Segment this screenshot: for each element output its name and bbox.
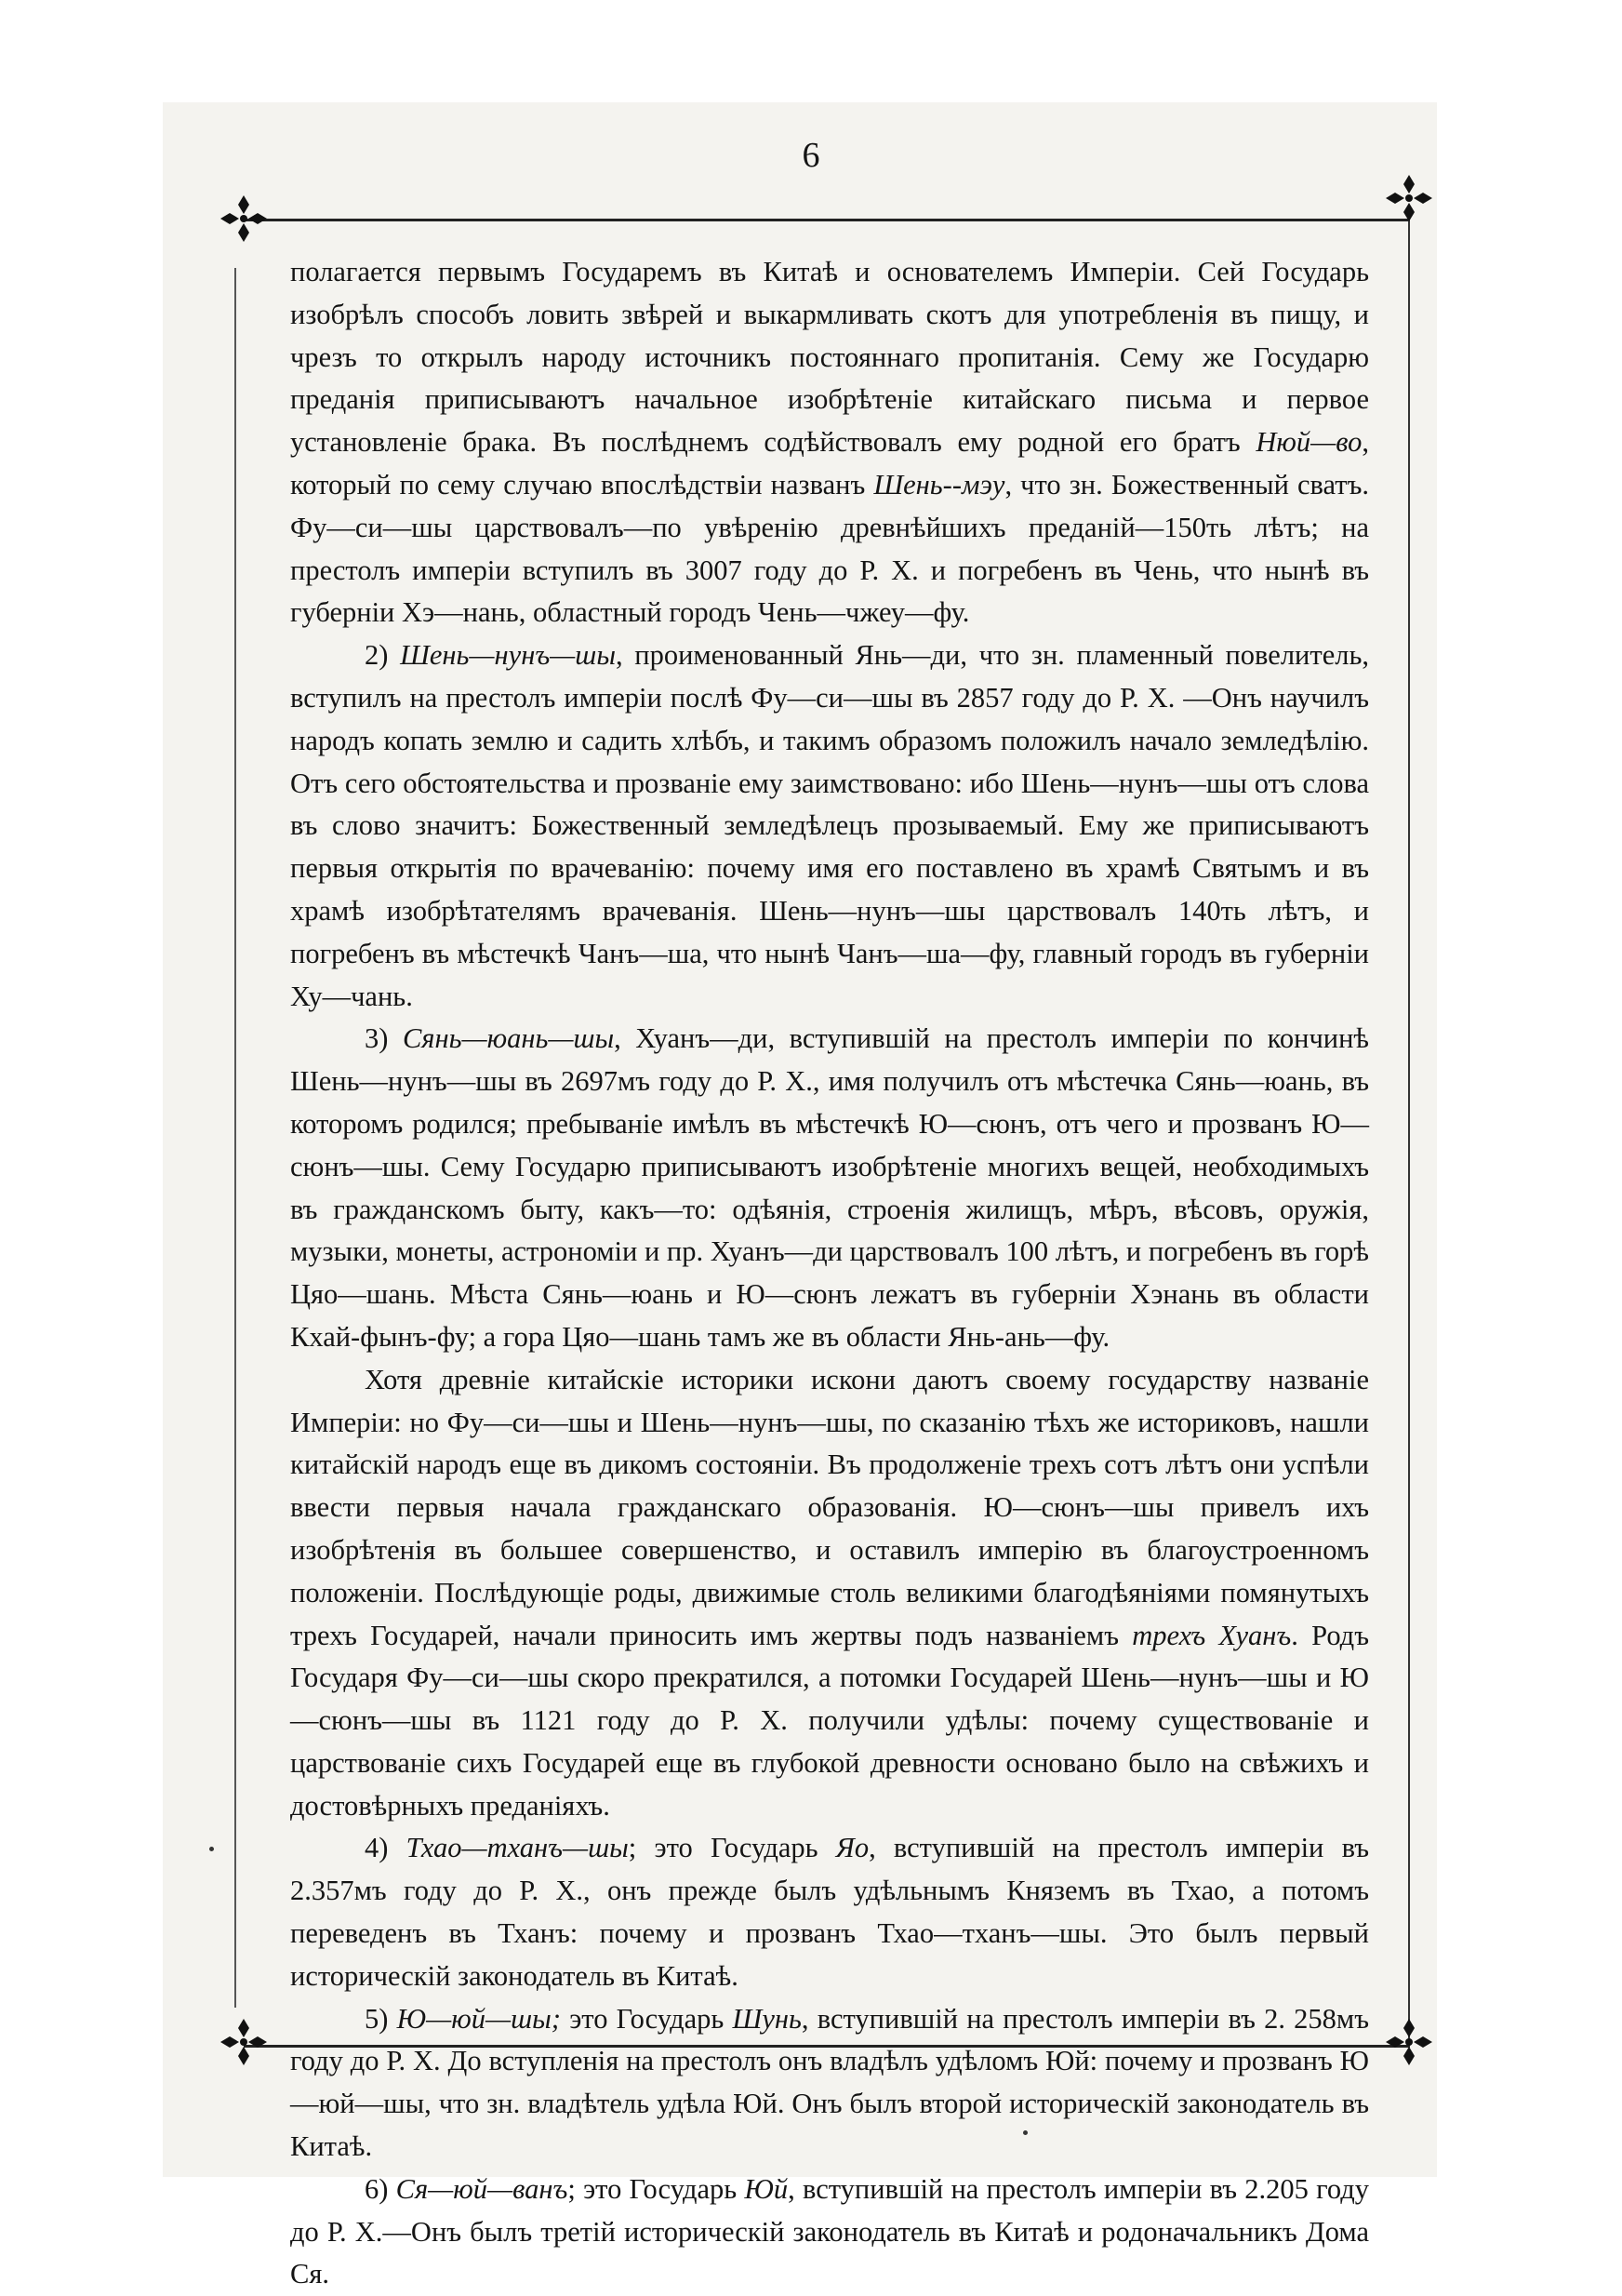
corner-ornament-icon — [219, 194, 269, 244]
body-text — [290, 251, 1369, 2296]
italic-term: Ся—юй—ванъ — [395, 2172, 568, 2205]
text-run: полагается первымъ Государемъ въ Китаѣ и основателемъ Имперіи. Сей Государь изобрѣлъ способъ ловить звѣрей и выкармливать скотъ для употребленія въ пищу, и чрезъ то открылъ народу источникъ постояннаго пропитанія. Сему же Государю преданія приписываютъ начальное изобрѣтеніе китайскаго письма и первое установленіе брака. Въ послѣднемъ содѣйствовалъ ему родной его братъ — [290, 256, 1369, 459]
text-run: 5) — [365, 2002, 397, 2035]
corner-ornament-icon — [219, 2017, 269, 2067]
page-number: 6 — [802, 136, 820, 175]
text-run: 3) — [365, 1022, 403, 1055]
paragraph — [290, 1827, 1369, 1997]
text-run: 4) — [365, 1832, 406, 1864]
paragraph — [290, 251, 1369, 634]
text-run: , вступившій на престолъ имперіи въ 2. 258мъ году до Р. Х. До вступленія на престолъ онъ владѣлъ удѣломъ Юй: почему и прозванъ Ю—юй—шы, что зн. владѣтель удѣла Юй. Онъ былъ второй историческій законодатель въ Китаѣ. — [290, 2002, 1369, 2163]
text-run: , Хуанъ—ди, вступившій на престолъ имперіи по кончинѣ Шень—нунъ—шы въ 2697мъ году до Р. Х., имя получилъ отъ мѣстечка Сянь—юань, въ которомъ родился; пребываніе имѣлъ въ мѣстечкѣ Ю—сюнъ, отъ чего и прозванъ Ю—сюнъ—шы. Сему Государю приписываютъ изобрѣтеніе многихъ вещей, необходимыхъ въ гражданскомъ быту, какъ—то: одѣянія, строенія жилищъ, мѣръ, вѣсовъ, оружія, музыки, монеты, астрономіи и пр. Хуанъ—ди царствовалъ 100 лѣтъ, и погребенъ въ горѣ Цяо—шань. Мѣста Сянь—юань и Ю—сюнъ лежатъ въ губерніи Хэнань въ области Кхай-фынъ-фу; а гора Цяо—шань тамъ же въ области Янь-ань—фу. — [290, 1022, 1369, 1353]
scan-speck — [209, 1847, 214, 1851]
text-run: , проименованный Янь—ди, что зн. пламенный повелитель, вступилъ на престолъ имперіи послѣ Фу—си—шы въ 2857 году до Р. Х. —Онъ научилъ народъ копать землю и садить хлѣбъ, и такимъ образомъ положилъ начало земледѣлію. Отъ сего обстоятельства и прозваніе ему заимствовано: ибо Шень—нунъ—шы отъ слова въ слово значитъ: Божественный земледѣлецъ прозываемый. Ему же приписываютъ первыя открытія по врачеванію: почему имя его поставлено въ храмѣ Святымъ и въ храмѣ изобрѣтателямъ врачеванія. Шень—нунъ—шы царствовалъ 140ть лѣтъ, и погребенъ въ мѣстечкѣ Чанъ—ша, что нынѣ Чанъ—ша—фу, главный городъ въ губерніи Ху—чань. — [290, 639, 1369, 1012]
text-run: ; это Государь — [628, 1832, 836, 1864]
corner-ornament-icon — [1384, 173, 1434, 223]
italic-term: Тхао—тханъ—шы — [406, 1832, 629, 1864]
paragraph — [290, 1359, 1369, 1828]
text-run: , который по сему случаю впослѣдствіи названъ — [290, 426, 1369, 501]
text-run: , что зн. Божественный сватъ. Фу—си—шы царствовалъ—по увѣренію древнѣйшихъ преданій—150ть лѣтъ; на престолъ имперіи вступилъ въ 3007 году до Р. Х. и погребенъ въ Чень, что нынѣ въ губерніи Хэ—нань, областный городъ Чень—чжеу—фу. — [290, 468, 1369, 629]
text-run: 6) — [365, 2172, 396, 2205]
italic-term: Сянь—юань—шы — [402, 1022, 615, 1055]
italic-term: трехъ Хуанъ — [1132, 1619, 1292, 1651]
text-run: . Родъ Государя Фу—си—шы скоро прекратился, а потомки Государей Шень—нунъ—шы и Ю—сюнъ—шы въ 1121 году до Р. Х. получили удѣлы: почему существованіе и царствованіе сихъ Государей еще въ глубокой древности основано было на свѣжихъ и достовѣрныхъ преданіяхъ. — [290, 1619, 1369, 1822]
italic-term: Шунь — [732, 2002, 802, 2035]
text-run: Хотя древніе китайскіе историки искони даютъ своему государству названіе Имперіи: но Фу—си—шы и Шень—нунъ—шы, по сказанію тѣхъ же историковъ, нашли китайскій народъ еще въ дикомъ состояніи. Въ продолженіе трехъ сотъ лѣтъ они успѣли ввести первыя начала гражданскаго образованія. Ю—сюнъ—шы привелъ ихъ изобрѣтенія въ большее совершенство, и оставилъ имперію въ благоустроенномъ положеніи. Послѣдующіе роды, движимые столь великими благодѣяніями помянутыхъ трехъ Государей, начали приносить имъ жертвы подъ названіемъ — [290, 1363, 1369, 1651]
text-run: , вступившій на престолъ имперіи въ 2.205 году до Р. Х.—Онъ былъ третій историческій законодатель въ Китаѣ и родоначальникъ Дома Ся. — [290, 2172, 1369, 2290]
italic-term: Яо — [835, 1832, 870, 1864]
text-run: это Государь — [560, 2002, 733, 2035]
paragraph — [290, 1018, 1369, 1358]
italic-term: Шень—нунъ—шы — [400, 639, 616, 672]
text-run: 2) — [365, 639, 401, 672]
corner-ornament-icon — [1384, 2017, 1434, 2067]
paragraph — [290, 634, 1369, 1018]
paragraph — [290, 2169, 1369, 2296]
text-run: ; это Государь — [567, 2172, 745, 2205]
italic-term: Ю—юй—шы; — [396, 2002, 561, 2035]
paragraph — [290, 1998, 1369, 2169]
frame-left-rule — [234, 268, 236, 2008]
text-run: , вступившій на престолъ имперіи въ 2.357мъ году до Р. Х., онъ прежде былъ удѣльнымъ Княземъ въ Тхао, а потомъ переведенъ въ Тханъ: почему и прозванъ Тхао—тханъ—шы. Это былъ первый историческій законодатель въ Китаѣ. — [290, 1832, 1369, 1992]
italic-term: Юй — [744, 2172, 789, 2205]
italic-term: Шень--мэу — [873, 468, 1005, 501]
italic-term: Нюй—во — [1256, 426, 1363, 459]
